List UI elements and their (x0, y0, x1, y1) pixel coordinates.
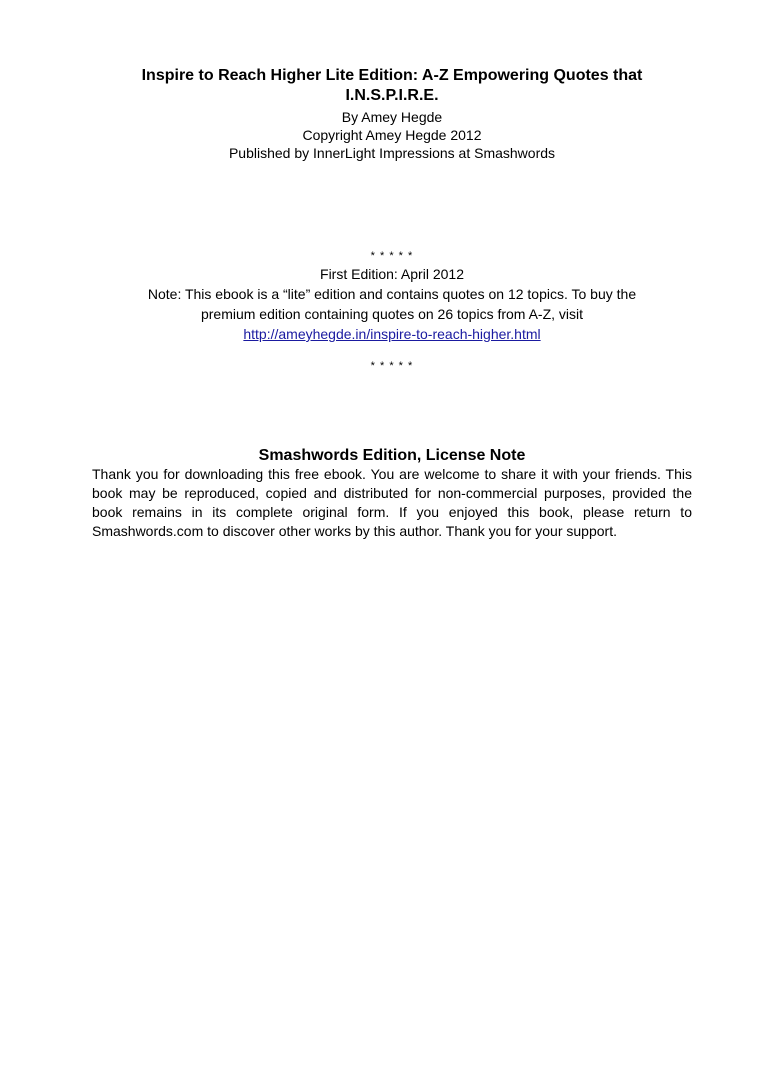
edition-line: First Edition: April 2012 (320, 266, 464, 282)
copyright-line: Copyright Amey Hegde 2012 (302, 127, 482, 143)
separator-bottom (90, 354, 694, 376)
note-line-2: premium edition containing quotes on 26 topics from A-Z, visit (200, 306, 584, 322)
publisher-line: Published by InnerLight Impressions at Smashwords (228, 145, 556, 161)
separator-top (90, 244, 694, 266)
separator-stars: * * * * * (370, 360, 414, 372)
author-byline: By Amey Hegde (341, 109, 443, 125)
separator-stars: * * * * * (370, 250, 414, 262)
book-title-line-1: Inspire to Reach Higher Lite Edition: A-Z Empowering Quotes that (141, 67, 643, 84)
license-body: Thank you for downloading this free ebook. You are welcome to share it with your friends. This book may be reproduced, copied and distributed for non-commercial purposes, provided the book remains in its complete original form. If you enjoyed this book, please return to Smashwords.com to discover other works by this author. Thank you for your support. (92, 466, 692, 539)
book-title (90, 66, 694, 106)
book-title-line-2: I.N.S.P.I.R.E. (345, 87, 439, 104)
purchase-link[interactable]: http://ameyhegde.in/inspire-to-reach-higher.html (243, 326, 541, 342)
note-line-1: Note: This ebook is a “lite” edition and contains quotes on 12 topics. To buy the (147, 286, 637, 302)
license-heading: Smashwords Edition, License Note (258, 447, 526, 464)
lite-edition-note (100, 284, 684, 344)
